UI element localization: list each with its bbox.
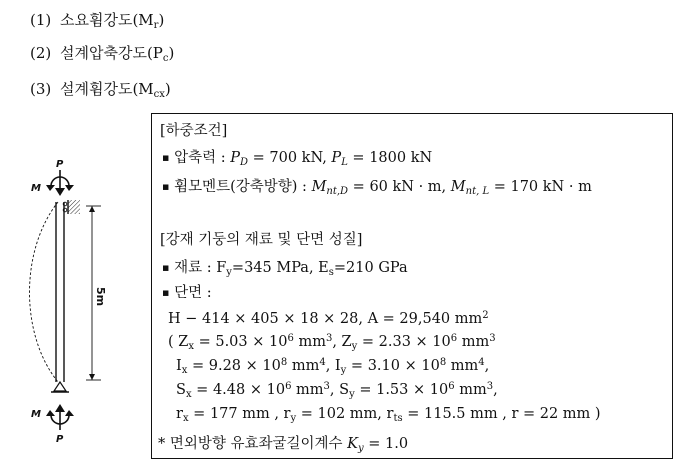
load-header: [하중조건] bbox=[160, 123, 228, 139]
question-1: (1) 소요휨강도$(M_r)$ bbox=[30, 11, 165, 31]
question-text: 설계압축강도(P bbox=[60, 44, 163, 62]
elastic-modulus-line: $S_x = 4.48 \times 10^6$ $mm^3$, $S_y = 1.53 \times 10^6$ $mm^3$, bbox=[176, 381, 498, 400]
section-label-line: ▪ 단면 : bbox=[162, 285, 212, 301]
question-text: 소요휨강도(M bbox=[60, 11, 154, 29]
top-moment-arrowhead bbox=[46, 185, 55, 191]
radius-of-gyration-line: $r_x = 177$ mm , $r_y = 102$ mm, $r_{ts} = 115.5$ mm , r = 22 mm ) bbox=[176, 406, 601, 424]
top-load-label: P bbox=[56, 159, 64, 170]
question-number: (2) bbox=[30, 44, 52, 62]
material-line: ▪ 재료 : $F_y=345$ MPa, $E_s=210$ GPa bbox=[162, 260, 408, 278]
section-designation: H − 414 × 405 × 18 × 28, A = 29,540 $mm^2$ bbox=[168, 310, 489, 327]
question-number: (1) bbox=[30, 11, 52, 29]
bottom-load-label: P bbox=[56, 434, 64, 445]
material-header: [강재 기둥의 재료 및 단면 성질] bbox=[160, 232, 363, 248]
bottom-moment-arrowhead bbox=[46, 410, 55, 416]
compression-line: ▪ 압축력 : $P_D = 700$ kN, $P_L = 1800$ kN bbox=[162, 150, 433, 168]
bottom-load-arrowhead bbox=[55, 404, 65, 412]
buckled-shape bbox=[30, 202, 59, 382]
length-label: 5m bbox=[94, 287, 107, 307]
top-load-arrowhead bbox=[55, 188, 65, 196]
bottom-moment-label: M bbox=[31, 409, 41, 420]
question-2: (2) 설계압축강도$(P_c)$ bbox=[30, 44, 175, 64]
question-number: (3) bbox=[30, 80, 52, 98]
top-support-hatch bbox=[68, 200, 80, 214]
moment-line: ▪ 휨모멘트(강축방향) : $M_{nt,D} = 60$ kN · m, $M_{nt, L} = 170$ kN · m bbox=[162, 179, 592, 197]
section-modulus-line: ( $Z_x = 5.03 \times 10^6$ $mm^3$, $Z_y = 2.33 \times 10^6$ $mm^3$ bbox=[168, 333, 496, 352]
given-conditions-box bbox=[151, 113, 673, 459]
top-moment-label: M bbox=[31, 183, 41, 194]
question-text: 설계휨강도(M bbox=[60, 80, 154, 98]
question-3: (3) 설계휨강도$(M_{cx})$ bbox=[30, 80, 171, 100]
moment-of-inertia-line: $I_x = 9.28 \times 10^8$ $mm^4$, $I_y = 3.10 \times 10^8$ $mm^4$, bbox=[176, 357, 490, 376]
bottom-pin-support bbox=[54, 382, 66, 391]
column-diagram bbox=[28, 150, 128, 450]
footnote: * 면외방향 유효좌굴길이계수 $K_y = 1.0$ bbox=[158, 436, 409, 454]
